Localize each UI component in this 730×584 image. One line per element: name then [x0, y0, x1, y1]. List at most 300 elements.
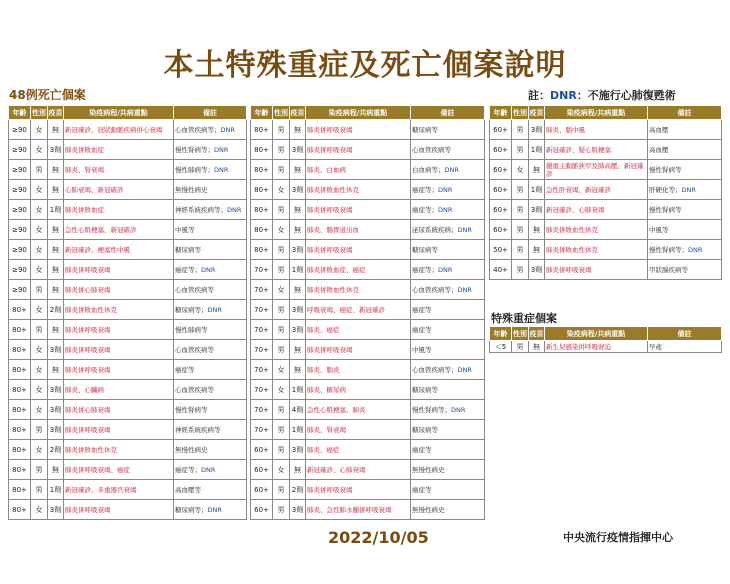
remark-cell — [411, 460, 485, 480]
sex-cell: 女 — [273, 220, 290, 240]
dnr-flag: DNR — [207, 305, 222, 314]
table-row — [251, 220, 485, 240]
remark-text: 肝硬化等； — [649, 185, 682, 194]
vaccine-cell: 無 — [290, 460, 306, 480]
remark-cell — [648, 180, 722, 200]
table-row — [490, 220, 722, 240]
death-cases-label: 48例死亡個案 — [9, 88, 86, 102]
table-row — [9, 260, 247, 280]
vaccine-cell: 無 — [290, 280, 306, 300]
course-cell: 肺炎、腸胃道出血 — [306, 220, 411, 240]
remark-cell — [648, 160, 722, 180]
remark-cell — [411, 380, 485, 400]
remark-text: 糖尿病等 — [412, 245, 438, 254]
table-row — [251, 200, 485, 220]
vaccine-cell: 無 — [48, 260, 64, 280]
remark-cell — [411, 120, 485, 140]
sex-cell: 男 — [512, 341, 529, 353]
table-row — [9, 200, 247, 220]
remark-text: 中風等 — [175, 225, 195, 234]
vaccine-cell: 無 — [290, 200, 306, 220]
table-row — [251, 160, 485, 180]
remark-text: 慢性肺病等； — [175, 165, 214, 174]
sex-cell: 女 — [31, 360, 48, 380]
remark-text: 高血壓等 — [175, 485, 201, 494]
course-cell: 肺炎併呼吸衰竭 — [64, 360, 174, 380]
table-row — [251, 380, 485, 400]
sex-cell: 男 — [512, 220, 529, 240]
remark-cell — [411, 240, 485, 260]
remark-text: 心血管疾病等 — [175, 285, 214, 294]
course-cell: 肺炎、白血病 — [306, 160, 411, 180]
age-cell: 70+ — [251, 360, 273, 380]
remark-cell — [174, 300, 247, 320]
age-cell: 80+ — [251, 140, 273, 160]
dnr-flag: DNR — [214, 145, 229, 154]
remark-text: 無慢性病史 — [175, 445, 208, 454]
vaccine-cell: 1劑 — [290, 380, 306, 400]
age-cell: 50+ — [490, 240, 512, 260]
remark-text: 慢性腎病等 — [175, 405, 208, 414]
header-vaccine: 疫苗 — [529, 106, 545, 120]
vaccine-cell: 無 — [290, 120, 306, 140]
header-remark: 備註 — [648, 327, 722, 341]
remark-cell — [174, 420, 247, 440]
sex-cell: 男 — [512, 140, 529, 160]
vaccine-cell: 3劑 — [529, 120, 545, 140]
vaccine-cell: 3劑 — [48, 380, 64, 400]
remark-text: 無慢性病史 — [412, 465, 445, 474]
age-cell: ≥90 — [9, 200, 31, 220]
dnr-note — [528, 87, 676, 103]
vaccine-cell: 1劑 — [48, 480, 64, 500]
header-course: 染疫病程/共病重點 — [545, 106, 648, 120]
table-row — [251, 480, 485, 500]
header-age: 年齡 — [251, 106, 273, 120]
remark-cell — [411, 220, 485, 240]
remark-text: 慢性腎病等； — [649, 245, 688, 254]
course-cell: 肺炎併敗血性休克 — [64, 440, 174, 460]
remark-text: 糖尿病等 — [412, 125, 438, 134]
table-row — [9, 360, 247, 380]
age-cell: 70+ — [251, 280, 273, 300]
header-vaccine: 疫苗 — [290, 106, 306, 120]
dnr-flag: DNR — [201, 465, 216, 474]
age-cell: 60+ — [251, 480, 273, 500]
age-cell: ≥90 — [9, 160, 31, 180]
header-course: 染疫病程/共病重點 — [306, 106, 411, 120]
age-cell: ≥90 — [9, 240, 31, 260]
table-row — [251, 300, 485, 320]
sex-cell: 男 — [31, 320, 48, 340]
vaccine-cell: 3劑 — [290, 180, 306, 200]
course-cell: 肺炎、腎衰竭 — [306, 420, 411, 440]
remark-cell — [648, 341, 722, 353]
remark-cell — [411, 360, 485, 380]
sex-cell: 男 — [273, 320, 290, 340]
sex-cell: 男 — [31, 480, 48, 500]
sex-cell: 男 — [31, 460, 48, 480]
remark-text: 高血壓 — [649, 125, 669, 134]
remark-text: 高血壓 — [649, 145, 669, 154]
remark-cell — [174, 400, 247, 420]
remark-text: 癌症等 — [412, 305, 432, 314]
remark-cell — [174, 200, 247, 220]
course-cell: 肺炎併呼吸衰竭 — [64, 260, 174, 280]
sex-cell: 女 — [273, 280, 290, 300]
remark-cell — [411, 260, 485, 280]
remark-text: 糖尿病等 — [412, 425, 438, 434]
table-row — [9, 500, 247, 520]
age-cell: ≥90 — [9, 120, 31, 140]
dnr-flag: DNR — [457, 225, 472, 234]
remark-text: 無慢性病史 — [412, 505, 445, 514]
sex-cell: 女 — [31, 300, 48, 320]
dnr-flag: DNR — [457, 285, 472, 294]
remark-text: 糖尿病等 — [175, 245, 201, 254]
header-course: 染疫病程/共病重點 — [545, 327, 648, 341]
table-row — [9, 380, 247, 400]
vaccine-cell: 4劑 — [290, 400, 306, 420]
table-row — [490, 260, 722, 280]
remark-cell — [174, 160, 247, 180]
sex-cell: 男 — [31, 420, 48, 440]
vaccine-cell: 3劑 — [48, 400, 64, 420]
course-cell: 新冠確診、多重器官衰竭 — [64, 480, 174, 500]
remark-cell — [174, 380, 247, 400]
age-cell: 80+ — [9, 360, 31, 380]
course-cell: 肺炎併呼吸衰竭 — [64, 420, 174, 440]
remark-cell — [174, 180, 247, 200]
vaccine-cell: 3劑 — [529, 260, 545, 280]
remark-cell — [174, 500, 247, 520]
remark-text: 早產 — [649, 342, 662, 351]
vaccine-cell: 3劑 — [290, 240, 306, 260]
remark-text: 癌症等； — [412, 205, 438, 214]
remark-cell — [411, 320, 485, 340]
remark-cell — [648, 120, 722, 140]
header-age: 年齡 — [490, 106, 512, 120]
course-cell: 肺炎、腎衰竭 — [64, 160, 174, 180]
vaccine-cell: 3劑 — [529, 200, 545, 220]
remark-cell — [174, 320, 247, 340]
age-cell: ≥90 — [9, 140, 31, 160]
note-prefix: 註： — [528, 89, 550, 102]
sex-cell: 女 — [31, 500, 48, 520]
remark-text: 癌症等 — [412, 485, 432, 494]
vaccine-cell: 3劑 — [290, 500, 306, 520]
remark-text: 癌症等 — [412, 325, 432, 334]
organization-name: 中央流行疫情指揮中心 — [563, 531, 673, 544]
table-row — [9, 280, 247, 300]
sex-cell: 男 — [273, 420, 290, 440]
age-cell: 60+ — [490, 160, 512, 180]
age-cell: 60+ — [490, 140, 512, 160]
sex-cell: 女 — [31, 120, 48, 140]
dnr-flag: DNR — [688, 245, 703, 254]
age-cell: 60+ — [490, 200, 512, 220]
remark-text: 白血病等； — [412, 165, 445, 174]
remark-cell — [648, 200, 722, 220]
sex-cell: 男 — [512, 120, 529, 140]
header-remark: 備註 — [174, 106, 247, 120]
table-row — [251, 320, 485, 340]
vaccine-cell: 無 — [529, 220, 545, 240]
dnr-flag: DNR — [457, 365, 472, 374]
death-table-1 — [8, 105, 247, 520]
remark-cell — [648, 240, 722, 260]
table-row — [9, 180, 247, 200]
course-cell: 肺炎併呼吸衰竭 — [64, 500, 174, 520]
vaccine-cell: 1劑 — [529, 140, 545, 160]
dnr-flag: DNR — [201, 265, 216, 274]
table-row — [251, 500, 485, 520]
remark-text: 神經系統疾病等； — [175, 205, 227, 214]
course-cell: 心肺衰竭、新冠確診 — [64, 180, 174, 200]
report-date: 2022/10/05 — [328, 528, 429, 547]
course-cell: 新生兒感染併呼吸窘迫 — [545, 341, 648, 353]
age-cell: 80+ — [251, 120, 273, 140]
course-cell: 肺炎、腦炎 — [306, 360, 411, 380]
course-cell: 肺炎併呼吸衰竭 — [64, 340, 174, 360]
remark-text: 慢性腎病等 — [649, 205, 682, 214]
remark-text: 心血管疾病等 — [175, 345, 214, 354]
course-cell: 肺炎併呼吸衰竭 — [306, 120, 411, 140]
sex-cell: 男 — [273, 260, 290, 280]
remark-text: 神經系統疾病等 — [175, 425, 221, 434]
sex-cell: 男 — [512, 260, 529, 280]
remark-cell — [411, 340, 485, 360]
sex-cell: 女 — [31, 200, 48, 220]
course-cell: 呼吸衰竭、癌症、新冠確診 — [306, 300, 411, 320]
vaccine-cell: 3劑 — [48, 340, 64, 360]
table-row — [490, 160, 722, 180]
sex-cell: 女 — [31, 180, 48, 200]
death-table-3 — [489, 105, 722, 280]
vaccine-cell: 無 — [529, 160, 545, 180]
age-cell: 80+ — [9, 500, 31, 520]
course-cell: 肺炎、腦中風 — [545, 120, 648, 140]
vaccine-cell: 1劑 — [290, 420, 306, 440]
remark-text: 慢性腎病等 — [649, 165, 682, 174]
dnr-flag: DNR — [451, 405, 466, 414]
remark-cell — [411, 480, 485, 500]
remark-text: 心血管疾病等 — [412, 145, 451, 154]
course-cell: 肺炎併呼吸衰竭、癌症 — [64, 460, 174, 480]
vaccine-cell: 3劑 — [290, 440, 306, 460]
vaccine-cell: 無 — [48, 120, 64, 140]
header-sex: 性別 — [512, 106, 529, 120]
sex-cell: 男 — [273, 440, 290, 460]
sex-cell: 女 — [273, 180, 290, 200]
remark-cell — [174, 360, 247, 380]
course-cell: 肺炎、急性肺水腫併呼吸衰竭 — [306, 500, 411, 520]
course-cell: 肺炎併呼吸衰竭 — [306, 140, 411, 160]
sex-cell: 男 — [273, 120, 290, 140]
remark-cell — [648, 260, 722, 280]
vaccine-cell: 3劑 — [290, 140, 306, 160]
vaccine-cell: 無 — [48, 460, 64, 480]
age-cell: ≥90 — [9, 280, 31, 300]
dnr-flag: DNR — [444, 165, 459, 174]
vaccine-cell: 無 — [48, 280, 64, 300]
age-cell: 80+ — [9, 440, 31, 460]
remark-cell — [174, 220, 247, 240]
course-cell: 新冠確診、梗塞性中風 — [64, 240, 174, 260]
table-row — [251, 440, 485, 460]
age-cell: 80+ — [9, 320, 31, 340]
remark-cell — [648, 220, 722, 240]
remark-cell — [411, 140, 485, 160]
remark-text: 癌症等 — [412, 445, 432, 454]
age-cell: 60+ — [490, 120, 512, 140]
sex-cell: 女 — [31, 240, 48, 260]
table-row — [490, 341, 722, 353]
remark-cell — [411, 420, 485, 440]
remark-text: 糖尿病等； — [175, 305, 208, 314]
remark-text: 癌症等； — [412, 185, 438, 194]
course-cell: 肺炎併敗血性休克 — [306, 180, 411, 200]
course-cell: 新冠確診、疑心肌梗塞 — [545, 140, 648, 160]
age-cell: 40+ — [490, 260, 512, 280]
dnr-flag: DNR — [681, 185, 696, 194]
header-remark: 備註 — [648, 106, 722, 120]
remark-cell — [648, 140, 722, 160]
course-cell: 嚴重主動脈狹窄及肺高壓、新冠確診 — [545, 160, 648, 180]
table-row — [251, 140, 485, 160]
remark-cell — [411, 500, 485, 520]
vaccine-cell: 無 — [48, 320, 64, 340]
death-table-2 — [250, 105, 485, 520]
table-row — [251, 420, 485, 440]
course-cell: 肺炎、癌症 — [306, 320, 411, 340]
remark-text: 心血管疾病等； — [412, 285, 458, 294]
course-cell: 肺炎併呼吸衰竭 — [64, 320, 174, 340]
remark-text: 慢性腎病等； — [412, 405, 451, 414]
table-row — [9, 400, 247, 420]
course-cell: 肺炎併呼吸衰竭 — [306, 480, 411, 500]
age-cell: ＜5 — [490, 341, 512, 353]
table-row — [490, 200, 722, 220]
table-row — [9, 420, 247, 440]
sex-cell: 女 — [31, 260, 48, 280]
remark-cell — [411, 440, 485, 460]
remark-cell — [411, 400, 485, 420]
sex-cell: 女 — [512, 160, 529, 180]
table-row — [251, 360, 485, 380]
remark-text: 慢性腎病等； — [175, 145, 214, 154]
remark-cell — [411, 180, 485, 200]
table-row — [9, 220, 247, 240]
dnr-flag: DNR — [214, 165, 229, 174]
header-sex: 性別 — [31, 106, 48, 120]
note-dnr: DNR — [550, 89, 577, 102]
age-cell: 80+ — [251, 180, 273, 200]
vaccine-cell: 無 — [290, 220, 306, 240]
age-cell: 70+ — [251, 380, 273, 400]
page-title: 本土特殊重症及死亡個案說明 — [163, 48, 567, 83]
table-row — [251, 460, 485, 480]
remark-cell — [174, 240, 247, 260]
table-row — [490, 140, 722, 160]
course-cell: 肺炎併敗血性休克 — [64, 300, 174, 320]
course-cell: 肺炎併敗血性休克 — [545, 220, 648, 240]
age-cell: 60+ — [490, 180, 512, 200]
sex-cell: 男 — [512, 240, 529, 260]
vaccine-cell: 無 — [48, 160, 64, 180]
age-cell: 70+ — [251, 400, 273, 420]
header-remark: 備註 — [411, 106, 485, 120]
age-cell: ≥90 — [9, 220, 31, 240]
age-cell: 60+ — [490, 220, 512, 240]
header-age: 年齡 — [9, 106, 31, 120]
course-cell: 肺炎、癌症 — [306, 440, 411, 460]
dnr-flag: DNR — [438, 185, 453, 194]
header-sex: 性別 — [273, 106, 290, 120]
remark-cell — [411, 200, 485, 220]
remark-text: 中風等 — [412, 345, 432, 354]
course-cell: 急性心肌梗塞、肺炎 — [306, 400, 411, 420]
vaccine-cell: 2劑 — [48, 440, 64, 460]
remark-text: 癌症等 — [175, 365, 195, 374]
vaccine-cell: 無 — [290, 160, 306, 180]
course-cell: 肺炎併呼吸衰竭 — [306, 340, 411, 360]
sex-cell: 女 — [31, 400, 48, 420]
vaccine-cell: 3劑 — [48, 500, 64, 520]
sex-cell: 男 — [512, 200, 529, 220]
age-cell: 60+ — [251, 440, 273, 460]
table-row — [9, 440, 247, 460]
course-cell: 肺炎併敗血性休克 — [306, 280, 411, 300]
vaccine-cell: 無 — [529, 341, 545, 353]
age-cell: 80+ — [251, 160, 273, 180]
age-cell: 80+ — [251, 220, 273, 240]
header-course: 染疫病程/共病重點 — [64, 106, 174, 120]
table-row — [9, 340, 247, 360]
sex-cell: 女 — [31, 380, 48, 400]
sex-cell: 男 — [273, 300, 290, 320]
vaccine-cell: 2劑 — [48, 300, 64, 320]
course-cell: 急性心肌梗塞、新冠確診 — [64, 220, 174, 240]
sex-cell: 男 — [273, 480, 290, 500]
sex-cell: 女 — [273, 460, 290, 480]
severe-table — [489, 326, 722, 353]
sex-cell: 女 — [31, 440, 48, 460]
course-cell: 肺炎併呼吸衰竭 — [545, 260, 648, 280]
vaccine-cell: 無 — [290, 340, 306, 360]
course-cell: 肺炎併敗血症 — [64, 140, 174, 160]
remark-text: 心血管疾病等； — [412, 365, 458, 374]
remark-text: 心血管疾病等； — [175, 125, 221, 134]
remark-cell — [174, 260, 247, 280]
remark-text: 癌症等； — [175, 465, 201, 474]
course-cell: 肺炎、糖尿病 — [306, 380, 411, 400]
note-text: ：不施行心肺復甦術 — [576, 89, 676, 102]
vaccine-cell: 無 — [290, 360, 306, 380]
vaccine-cell: 2劑 — [290, 480, 306, 500]
dnr-flag: DNR — [227, 205, 242, 214]
dnr-flag: DNR — [438, 265, 453, 274]
severe-cases-label: 特殊重症個案 — [491, 312, 557, 325]
remark-cell — [411, 280, 485, 300]
course-cell: 肺炎併呼吸衰竭 — [306, 240, 411, 260]
age-cell: 80+ — [9, 480, 31, 500]
age-cell: 70+ — [251, 260, 273, 280]
table-row — [9, 240, 247, 260]
course-cell: 肺炎併呼吸衰竭 — [306, 200, 411, 220]
sex-cell: 男 — [273, 400, 290, 420]
table-row — [9, 320, 247, 340]
